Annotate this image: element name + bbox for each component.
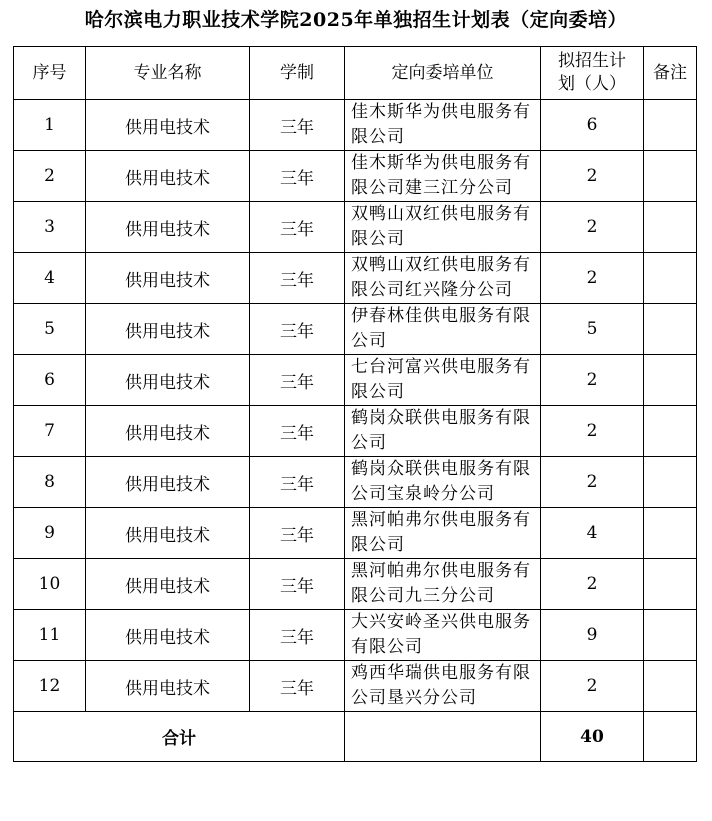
row-plan: 9 xyxy=(541,610,644,661)
header-major: 专业名称 xyxy=(86,47,250,100)
row-note xyxy=(644,508,697,559)
table-row xyxy=(14,355,697,406)
row-no: 12 xyxy=(14,661,86,712)
row-plan: 2 xyxy=(541,406,644,457)
row-no: 2 xyxy=(14,151,86,202)
row-plan: 4 xyxy=(541,508,644,559)
header-unit: 定向委培单位 xyxy=(345,47,541,100)
row-note xyxy=(644,304,697,355)
row-plan: 5 xyxy=(541,304,644,355)
row-no: 10 xyxy=(14,559,86,610)
row-note xyxy=(644,100,697,151)
row-unit: 双鸭山双红供电服务有限公司 xyxy=(345,202,541,253)
table-row xyxy=(14,457,697,508)
row-unit: 双鸭山双红供电服务有限公司红兴隆分公司 xyxy=(345,253,541,304)
row-duration: 三年 xyxy=(250,253,345,304)
table-row xyxy=(14,406,697,457)
row-plan: 2 xyxy=(541,457,644,508)
header-duration: 学制 xyxy=(250,47,345,100)
row-unit: 黑河帕弗尔供电服务有限公司九三分公司 xyxy=(345,559,541,610)
total-unit-empty xyxy=(345,712,541,762)
row-no: 6 xyxy=(14,355,86,406)
row-duration: 三年 xyxy=(250,100,345,151)
table-row xyxy=(14,661,697,712)
row-note xyxy=(644,355,697,406)
row-no: 4 xyxy=(14,253,86,304)
row-unit: 黑河帕弗尔供电服务有限公司 xyxy=(345,508,541,559)
row-duration: 三年 xyxy=(250,457,345,508)
table-row xyxy=(14,508,697,559)
table-row xyxy=(14,610,697,661)
row-no: 11 xyxy=(14,610,86,661)
row-major: 供用电技术 xyxy=(86,151,250,202)
table-row xyxy=(14,100,697,151)
row-note xyxy=(644,610,697,661)
row-duration: 三年 xyxy=(250,304,345,355)
row-major: 供用电技术 xyxy=(86,559,250,610)
table-row xyxy=(14,202,697,253)
row-major: 供用电技术 xyxy=(86,610,250,661)
table-row xyxy=(14,559,697,610)
row-major: 供用电技术 xyxy=(86,406,250,457)
row-unit: 大兴安岭圣兴供电服务有限公司 xyxy=(345,610,541,661)
header-note: 备注 xyxy=(644,47,697,100)
row-no: 1 xyxy=(14,100,86,151)
row-duration: 三年 xyxy=(250,151,345,202)
row-note xyxy=(644,202,697,253)
row-unit: 伊春林佳供电服务有限公司 xyxy=(345,304,541,355)
page-title: 哈尔滨电力职业技术学院2025年单独招生计划表（定向委培） xyxy=(84,9,628,31)
row-unit: 鹤岗众联供电服务有限公司 xyxy=(345,406,541,457)
total-row xyxy=(14,712,697,762)
row-unit: 佳木斯华为供电服务有限公司 xyxy=(345,100,541,151)
header-row xyxy=(14,47,697,100)
table-row xyxy=(14,253,697,304)
row-unit: 鸡西华瑞供电服务有限公司垦兴分公司 xyxy=(345,661,541,712)
row-major: 供用电技术 xyxy=(86,457,250,508)
row-plan: 2 xyxy=(541,202,644,253)
row-no: 7 xyxy=(14,406,86,457)
table-row xyxy=(14,151,697,202)
row-duration: 三年 xyxy=(250,559,345,610)
row-duration: 三年 xyxy=(250,610,345,661)
row-plan: 2 xyxy=(541,559,644,610)
row-major: 供用电技术 xyxy=(86,202,250,253)
table-row xyxy=(14,304,697,355)
total-plan: 40 xyxy=(541,712,644,762)
total-note-empty xyxy=(644,712,697,762)
row-no: 8 xyxy=(14,457,86,508)
row-duration: 三年 xyxy=(250,661,345,712)
row-plan: 6 xyxy=(541,100,644,151)
row-unit: 七台河富兴供电服务有限公司 xyxy=(345,355,541,406)
row-duration: 三年 xyxy=(250,508,345,559)
row-plan: 2 xyxy=(541,151,644,202)
row-no: 5 xyxy=(14,304,86,355)
row-note xyxy=(644,559,697,610)
row-major: 供用电技术 xyxy=(86,100,250,151)
row-plan: 2 xyxy=(541,661,644,712)
row-note xyxy=(644,151,697,202)
row-unit: 鹤岗众联供电服务有限公司宝泉岭分公司 xyxy=(345,457,541,508)
total-label: 合计 xyxy=(14,712,345,762)
row-major: 供用电技术 xyxy=(86,253,250,304)
row-no: 3 xyxy=(14,202,86,253)
enrollment-plan-table xyxy=(13,46,697,762)
row-plan: 2 xyxy=(541,253,644,304)
row-major: 供用电技术 xyxy=(86,661,250,712)
row-note xyxy=(644,406,697,457)
row-duration: 三年 xyxy=(250,202,345,253)
row-duration: 三年 xyxy=(250,355,345,406)
row-note xyxy=(644,253,697,304)
row-duration: 三年 xyxy=(250,406,345,457)
row-major: 供用电技术 xyxy=(86,304,250,355)
row-major: 供用电技术 xyxy=(86,355,250,406)
row-no: 9 xyxy=(14,508,86,559)
header-no: 序号 xyxy=(14,47,86,100)
row-plan: 2 xyxy=(541,355,644,406)
row-note xyxy=(644,661,697,712)
row-unit: 佳木斯华为供电服务有限公司建三江分公司 xyxy=(345,151,541,202)
header-plan: 拟招生计划（人） xyxy=(541,47,644,100)
row-major: 供用电技术 xyxy=(86,508,250,559)
row-note xyxy=(644,457,697,508)
